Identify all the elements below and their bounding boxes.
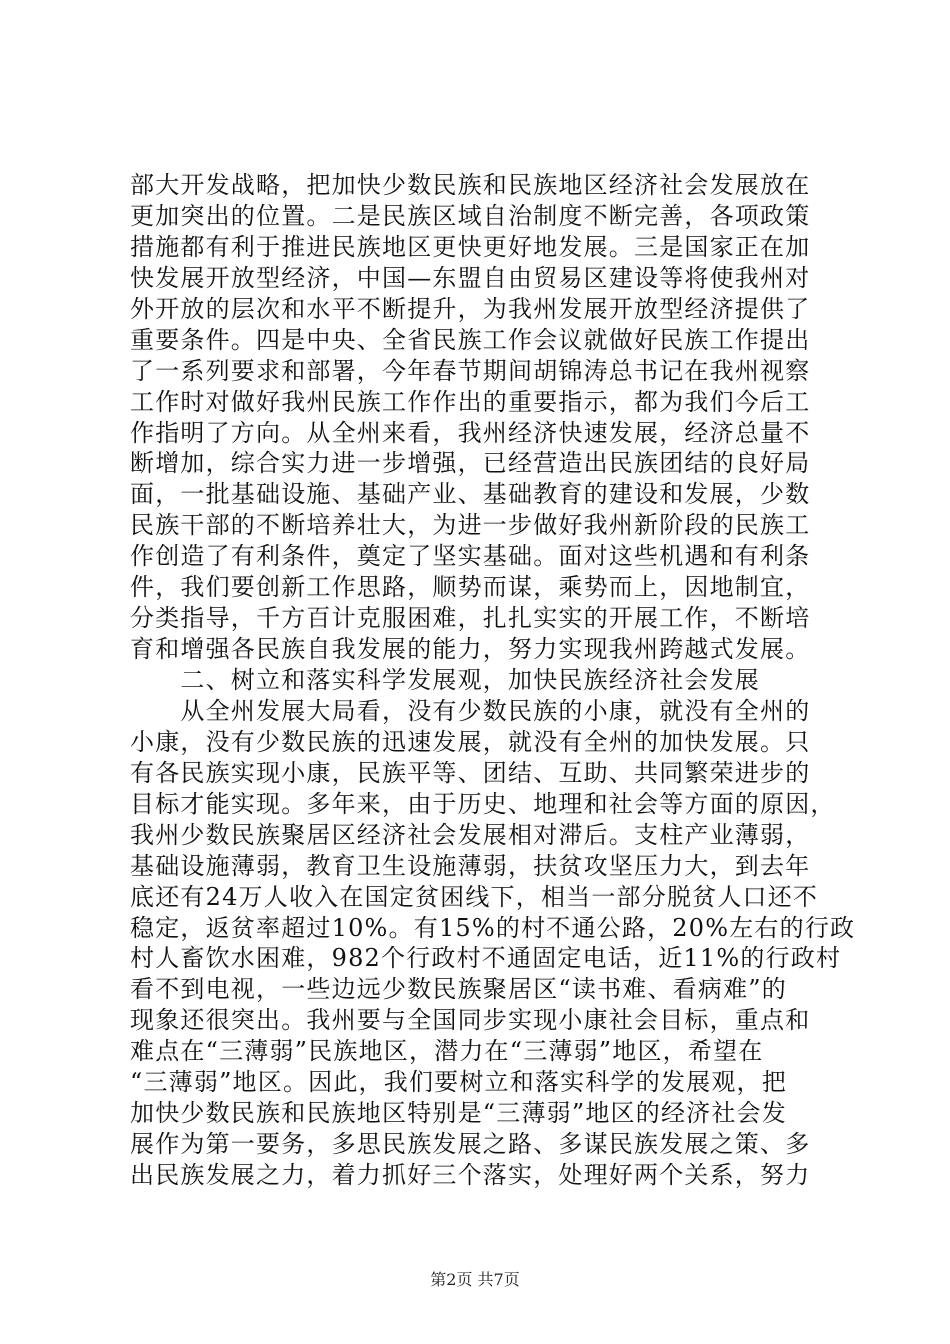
- text-line: 难点在“三薄弱”民族地区，潜力在“三薄弱”地区，希望在: [130, 1037, 764, 1066]
- text-line: 我州少数民族聚居区经济社会发展相对滞后。支柱产业薄弱，: [130, 820, 811, 849]
- text-line: 稳定，返贫率超过10%。有15%的村不通公路，20%左右的行政: [130, 913, 856, 942]
- text-line: 小康，没有少数民族的迅速发展，就没有全州的加快发展。只: [130, 727, 811, 756]
- text-line: 了一系列要求和部署，今年春节期间胡锦涛总书记在我州视察: [130, 356, 811, 385]
- text-line: 外开放的层次和水平不断提升，为我州发展开放型经济提供了: [130, 294, 811, 323]
- text-line: 看不到电视，一些边远少数民族聚居区“读书难、看病难”的: [130, 975, 787, 1004]
- text-line: 断增加，综合实力进一步增强，已经营造出民族团结的良好局: [130, 449, 811, 478]
- text-line: 工作时对做好我州民族工作作出的重要指示，都为我们今后工: [130, 387, 811, 416]
- text-line: 作指明了方向。从全州来看，我州经济快速发展，经济总量不: [130, 418, 811, 447]
- page-footer: [0, 1270, 950, 1290]
- text-line: “三薄弱”地区。因此，我们要树立和落实科学的发展观，把: [130, 1068, 787, 1097]
- text-line: 基础设施薄弱，教育卫生设施薄弱，扶贫攻坚压力大，到去年: [130, 851, 811, 880]
- text-line: 育和增强各民族自我发展的能力，努力实现我州跨越式发展。: [130, 635, 811, 664]
- text-line: 出民族发展之力，着力抓好三个落实，处理好两个关系，努力: [130, 1161, 811, 1189]
- text-line: 件，我们要创新工作思路，顺势而谋，乘势而上，因地制宜，: [130, 573, 811, 602]
- text-line: 村人畜饮水困难，982个行政村不通固定电话，近11%的行政村: [130, 944, 842, 973]
- text-line: 底还有24万人收入在国定贫困线下，相当一部分脱贫人口还不: [130, 882, 819, 911]
- text-line: 快发展开放型经济，中国—东盟自由贸易区建设等将使我州对: [130, 263, 811, 292]
- text-line: 目标才能实现。多年来，由于历史、地理和社会等方面的原因，: [130, 789, 836, 818]
- body-text: [130, 170, 856, 1191]
- text-line: 民族干部的不断培养壮大，为进一步做好我州新阶段的民族工: [130, 511, 811, 540]
- text-line: 有各民族实现小康，民族平等、团结、互助、共同繁荣进步的: [130, 758, 811, 787]
- text-line: 部大开发战略，把加快少数民族和民族地区经济社会发展放在: [130, 171, 811, 199]
- text-line: 分类指导，千方百计克服困难，扎扎实实的开展工作，不断培: [130, 604, 811, 633]
- text-line: 加快少数民族和民族地区特别是“三薄弱”地区的经济社会发: [130, 1099, 787, 1128]
- text-line: 现象还很突出。我州要与全国同步实现小康社会目标，重点和: [130, 1006, 811, 1035]
- text-line: 展作为第一要务，多思民族发展之路、多谋民族发展之策、多: [130, 1130, 811, 1159]
- text-line: 作创造了有利条件，奠定了坚实基础。面对这些机遇和有利条: [130, 542, 811, 571]
- text-line: 措施都有利于推进民族地区更快更好地发展。三是国家正在加: [130, 232, 811, 261]
- text-line: 面，一批基础设施、基础产业、基础教育的建设和发展，少数: [130, 480, 811, 509]
- text-line: 重要条件。四是中央、全省民族工作会议就做好民族工作提出: [130, 325, 811, 354]
- section-heading: 二、树立和落实科学发展观，加快民族经济社会发展: [130, 666, 760, 694]
- text-line: 从全州发展大局看，没有少数民族的小康，就没有全州的: [130, 696, 811, 725]
- page-number-label: 第2页 共7页: [430, 1270, 520, 1289]
- text-line: 更加突出的位置。二是民族区域自治制度不断完善，各项政策: [130, 201, 811, 230]
